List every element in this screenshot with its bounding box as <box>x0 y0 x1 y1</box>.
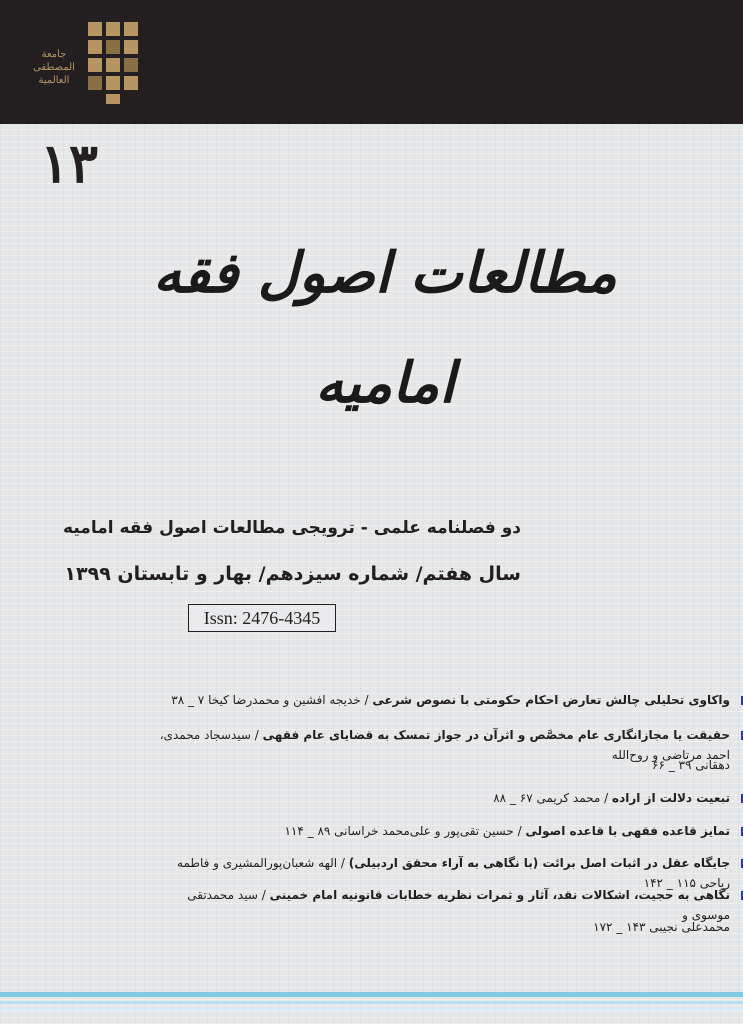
toc-authors: / محمد کریمی ۶۷ _ ۸۸ <box>493 791 612 805</box>
toc-item <box>150 821 730 841</box>
footer-stripe <box>0 992 743 997</box>
toc-title: واکاوی تحلیلی چالش تعارض احکام حکومتی با نصوص شرعی <box>372 693 730 707</box>
toc-item <box>150 690 730 710</box>
journal-subtitle: دو فصلنامه علمی - ترویجی مطالعات اصول فقه امامیه <box>63 518 521 538</box>
footer-stripe <box>0 1008 743 1011</box>
toc-authors: / سیدسجاد محمدی، احمد مرتاضی و روح‌الله <box>159 728 730 762</box>
issue-number: ۱۳ <box>40 131 99 195</box>
toc-title: نگاهی به حجیت، اشکالات نقد، آثار و ثمرات نظریه خطابات قانونیه امام خمینی <box>269 888 730 902</box>
toc-title: تبعیت دلالت از اراده <box>611 791 730 805</box>
toc-continuation: محمدعلی نجیبی ۱۴۳ _ ۱۷۲ <box>593 920 730 934</box>
issn-box: Issn: 2476-4345 <box>188 604 336 632</box>
logo-text: جامعة المصطفى العالمية <box>33 49 75 86</box>
toc-title: تمایز قاعده فقهی با قاعده اصولی <box>525 824 730 838</box>
university-logo <box>26 18 144 108</box>
toc-authors: / سید محمدتقی موسوی و <box>187 888 730 922</box>
toc-item <box>150 788 730 808</box>
toc-continuation: دهقانی ۳۹ _ ۶۶ <box>652 758 730 772</box>
toc-authors: / الهه شعبان‌پورالمشیری و فاطمه ریاحی ۱۱۵ _ ۱۴۲ <box>177 856 730 890</box>
header-bar <box>0 0 743 124</box>
toc-title: حقیقت یا مجازانگاری عام مخصَّص و اثرآن در جواز تمسک به قضایای عام فقهی <box>262 728 730 742</box>
journal-title: مطالعات اصول فقه امامیه <box>153 240 617 416</box>
footer-stripe <box>0 1001 743 1004</box>
issue-info: سال هفتم/ شماره سیزدهم/ بهار و تابستان ۱۳۹۹ <box>64 563 521 585</box>
toc-authors: / حسین تقی‌پور و علی‌محمد خراسانی ۸۹ _ ۱۱۴ <box>284 824 526 838</box>
toc-title: جایگاه عقل در اثبات اصل برائت (با نگاهی به آراء محقق اردبیلی) <box>348 856 730 870</box>
logo-emblem-icon <box>26 18 144 108</box>
toc-authors: / خدیجه افشین و محمدرضا کیخا ۷ _ ۳۸ <box>171 693 373 707</box>
